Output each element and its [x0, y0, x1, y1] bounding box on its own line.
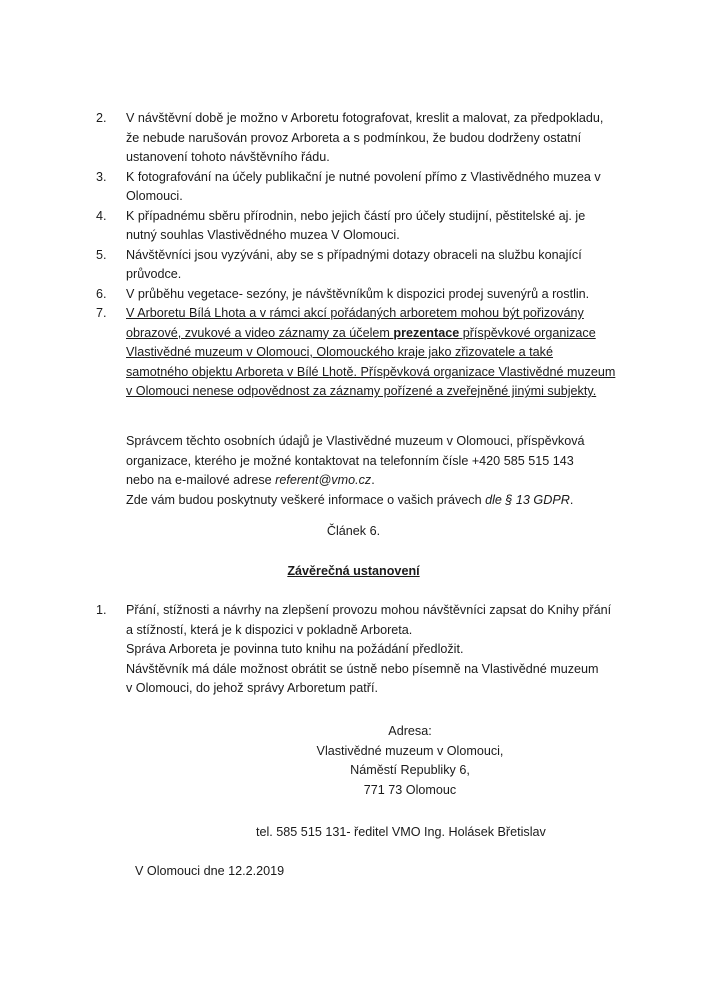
list-item — [96, 246, 616, 285]
gdpr-paragraph — [126, 432, 626, 510]
list-item — [96, 168, 616, 207]
gdpr-line — [126, 491, 626, 511]
gdpr-text: nebo na e-mailové adrese — [126, 473, 276, 487]
email-address: referent@vmo.cz — [275, 473, 372, 487]
list-item — [96, 207, 616, 246]
list-text: V návštěvní době je možno v Arboretu fotografovat, kreslit a malovat, za předpokladu, že nebude narušován provoz Arboreta a s podmínkou, že budou dodrženy ostatní ustanovení tohoto návštěvního řádu. — [126, 111, 604, 164]
gdpr-reference: dle § 13 GDPR — [485, 492, 570, 507]
final-line: a stížností, která je k dispozici v pokladně Arboreta. — [126, 622, 413, 637]
address-block — [260, 722, 560, 800]
contact-line: tel. 585 515 131- ředitel VMO Ing. Holásek Břetislav — [256, 825, 546, 839]
gdpr-line: Správcem těchto osobních údajů je Vlastivědné muzeum v Olomouci, příspěvková — [126, 434, 585, 448]
recordings-text-bold: prezentace — [393, 325, 460, 340]
list-number: 4. — [96, 208, 107, 223]
document-date: V Olomouci dne 12.2.2019 — [135, 864, 285, 878]
list-number: 1. — [96, 603, 107, 617]
recordings-text — [126, 306, 615, 398]
gdpr-text: . — [371, 473, 375, 487]
visit-rules-list — [96, 109, 616, 402]
list-text: K případnému sběru přírodnin, nebo jejich částí pro účely studijní, pěstitelské aj. je nutný souhlas Vlastivědného muzea V Olomouci. — [126, 208, 586, 242]
list-number: 6. — [96, 286, 107, 301]
final-line: Správa Arboreta je povinna tuto knihu na požádání předložit. — [126, 642, 464, 656]
recordings-text-part1: V Arboretu Bílá Lhota a v rámci akcí pořádaných arboretem mohou být pořizovány obrazové, zvukové a video záznamy za účelem — [126, 306, 584, 340]
list-text: Návštěvníci jsou vyzýváni, aby se s případnými dotazy obraceli na službu konající průvodce. — [126, 247, 582, 281]
final-line: v Olomouci, do jehož správy Arboretum patří. — [126, 681, 378, 695]
address-line: Vlastivědné muzeum v Olomouci, — [316, 743, 504, 758]
gdpr-text: . — [569, 492, 574, 507]
list-item — [96, 285, 616, 305]
recordings-text-part2: příspěvkové organizace Vlastivědné muzeum v Olomouci, Olomouckého kraje jako zřizovatele a také samotného objektu Arboreta v Bílé Lhotě. Příspěvková organizace Vlastivědné muzeum v Olomouci nenese odpovědnost za záznamy pořízené a zveřejněné jinými subjekty. — [126, 325, 616, 398]
list-text: K fotografování na účely publikační je nutné povolení přímo z Vlastivědného muzea v Olomouci. — [126, 169, 601, 203]
list-text: V průběhu vegetace- sezóny, je návštěvníkům k dispozici prodej suvenýrů a rostlin. — [126, 286, 590, 301]
list-number: 3. — [96, 169, 107, 184]
article-number: Článek 6. — [326, 524, 381, 538]
address-label: Adresa: — [388, 724, 432, 738]
gdpr-line — [126, 471, 626, 491]
final-line: Návštěvník má dále možnost obrátit se ústně nebo písemně na Vlastivědné muzeum — [126, 661, 599, 676]
article-heading: Závěrečná ustanovení — [287, 564, 420, 578]
gdpr-line: organizace, kterého je možné kontaktovat na telefonním čísle +420 585 515 143 — [126, 453, 574, 468]
list-item-recordings — [96, 304, 616, 402]
list-number: 5. — [96, 247, 107, 262]
list-number: 7. — [96, 306, 107, 320]
address-line: Náměstí Republiky 6, — [350, 763, 470, 777]
list-number: 2. — [96, 111, 107, 125]
address-line: 771 73 Olomouc — [363, 782, 457, 797]
final-line: Přání, stížnosti a návrhy na zlepšení provozu mohou návštěvníci zapsat do Knihy přání — [126, 603, 612, 617]
list-item — [96, 109, 616, 168]
gdpr-text: Zde vám budou poskytnuty veškeré informace o vašich právech — [126, 492, 486, 507]
final-provisions-list — [96, 601, 616, 699]
list-item — [96, 601, 616, 699]
